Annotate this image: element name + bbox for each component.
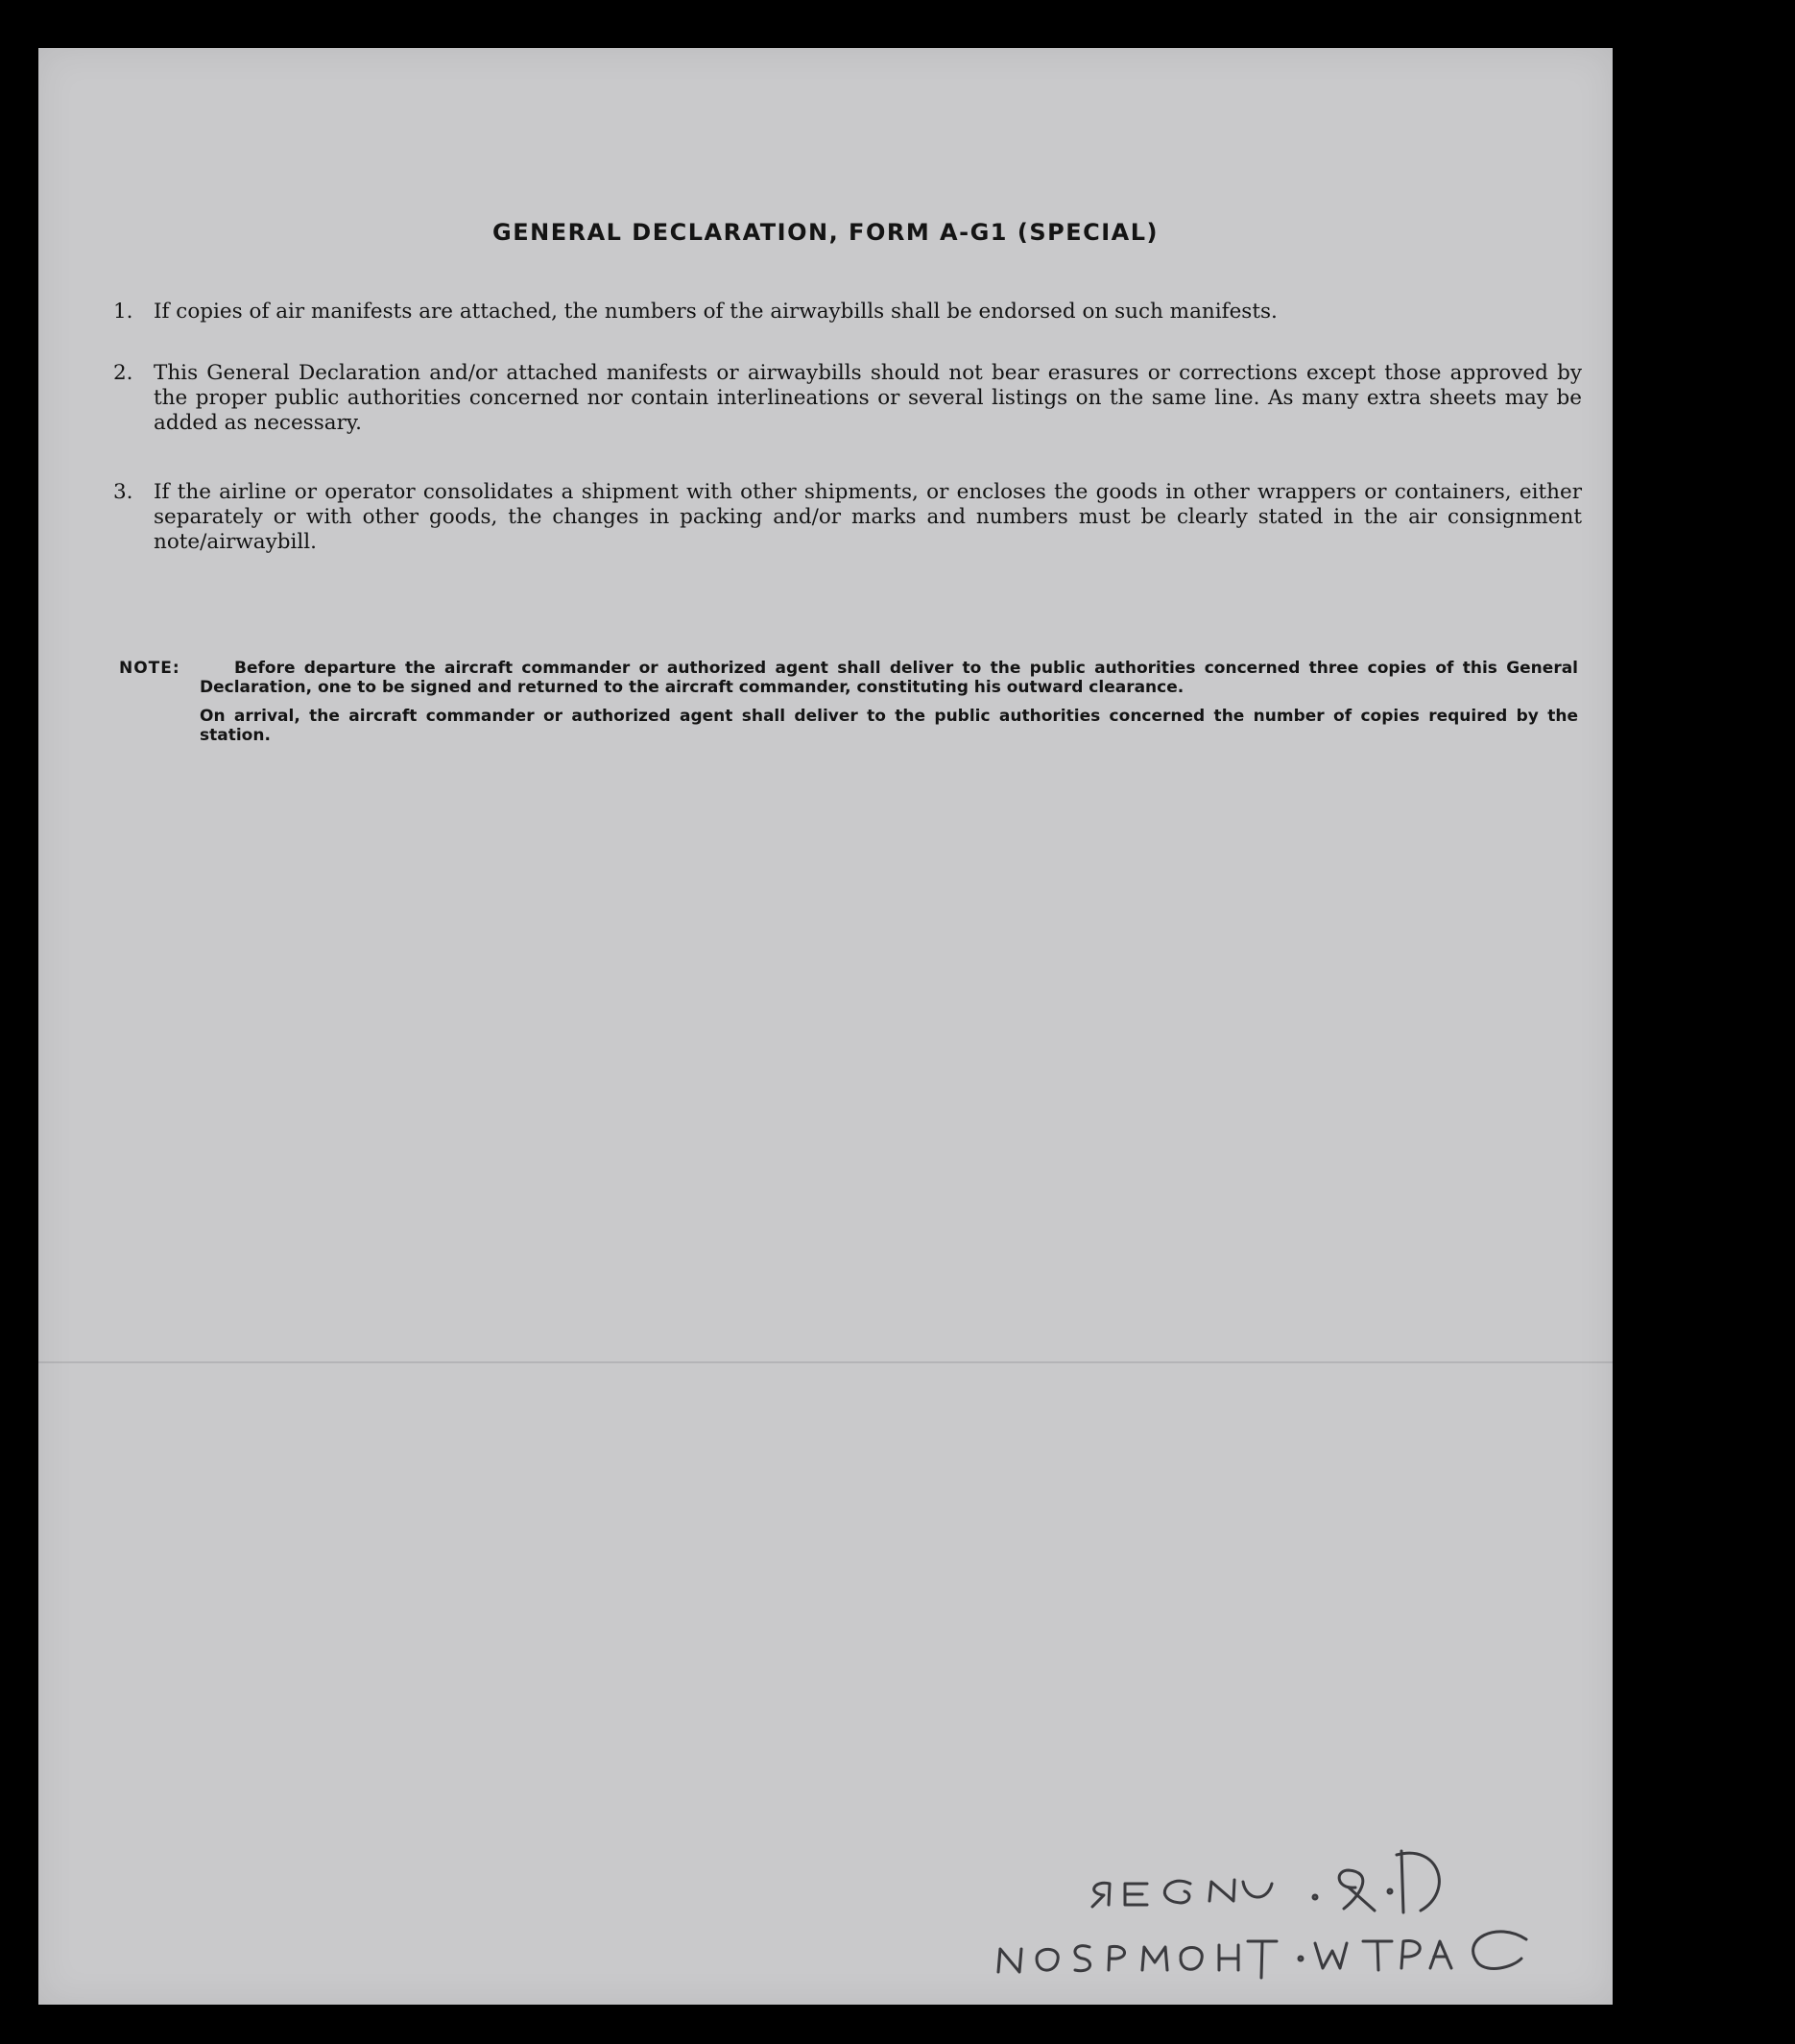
- note-paragraph: Before departure the aircraft commander or authorized agent shall deliver to the public authorities concerned three copies of this General Declaration, one to be signed and returned to the aircraft commander, constituting his outward clearance.: [200, 659, 1578, 697]
- instruction-list: [113, 300, 1582, 555]
- signature-thompson: [998, 1932, 1526, 1978]
- handwritten-signature: [864, 1834, 1536, 2035]
- document-title: GENERAL DECLARATION, FORM A-G1 (SPECIAL): [492, 219, 1159, 246]
- list-item: [113, 300, 1582, 325]
- item-number: 2.: [113, 361, 133, 385]
- item-text: If the airline or operator consolidates a shipment with other shipments, or encloses the goods in other wrappers or containers, either separately or with other goods, the changes in packing and/or marks and numbers must be clearly stated in the air consignment note/airwaybill.: [154, 480, 1582, 554]
- note-paragraph: On arrival, the aircraft commander or authorized agent shall deliver to the public authorities concerned the number of copies required by the station.: [200, 707, 1578, 745]
- document-page: [38, 48, 1613, 2005]
- note-label: NOTE:: [119, 659, 180, 678]
- item-number: 1.: [113, 300, 133, 324]
- note-section: [119, 659, 1578, 745]
- item-number: 3.: [113, 480, 133, 504]
- list-item: [113, 361, 1582, 436]
- item-text: If copies of air manifests are attached, the numbers of the airwaybills shall be endorsed on such manifests.: [154, 300, 1278, 324]
- item-text: This General Declaration and/or attached manifests or airwaybills should not bear erasures or corrections except those approved by the proper public authorities concerned nor contain interlineations or several listings on the same line. As many extra sheets may be added as necessary.: [154, 361, 1582, 435]
- list-item: [113, 480, 1582, 555]
- signature-unger: [1092, 1851, 1439, 1912]
